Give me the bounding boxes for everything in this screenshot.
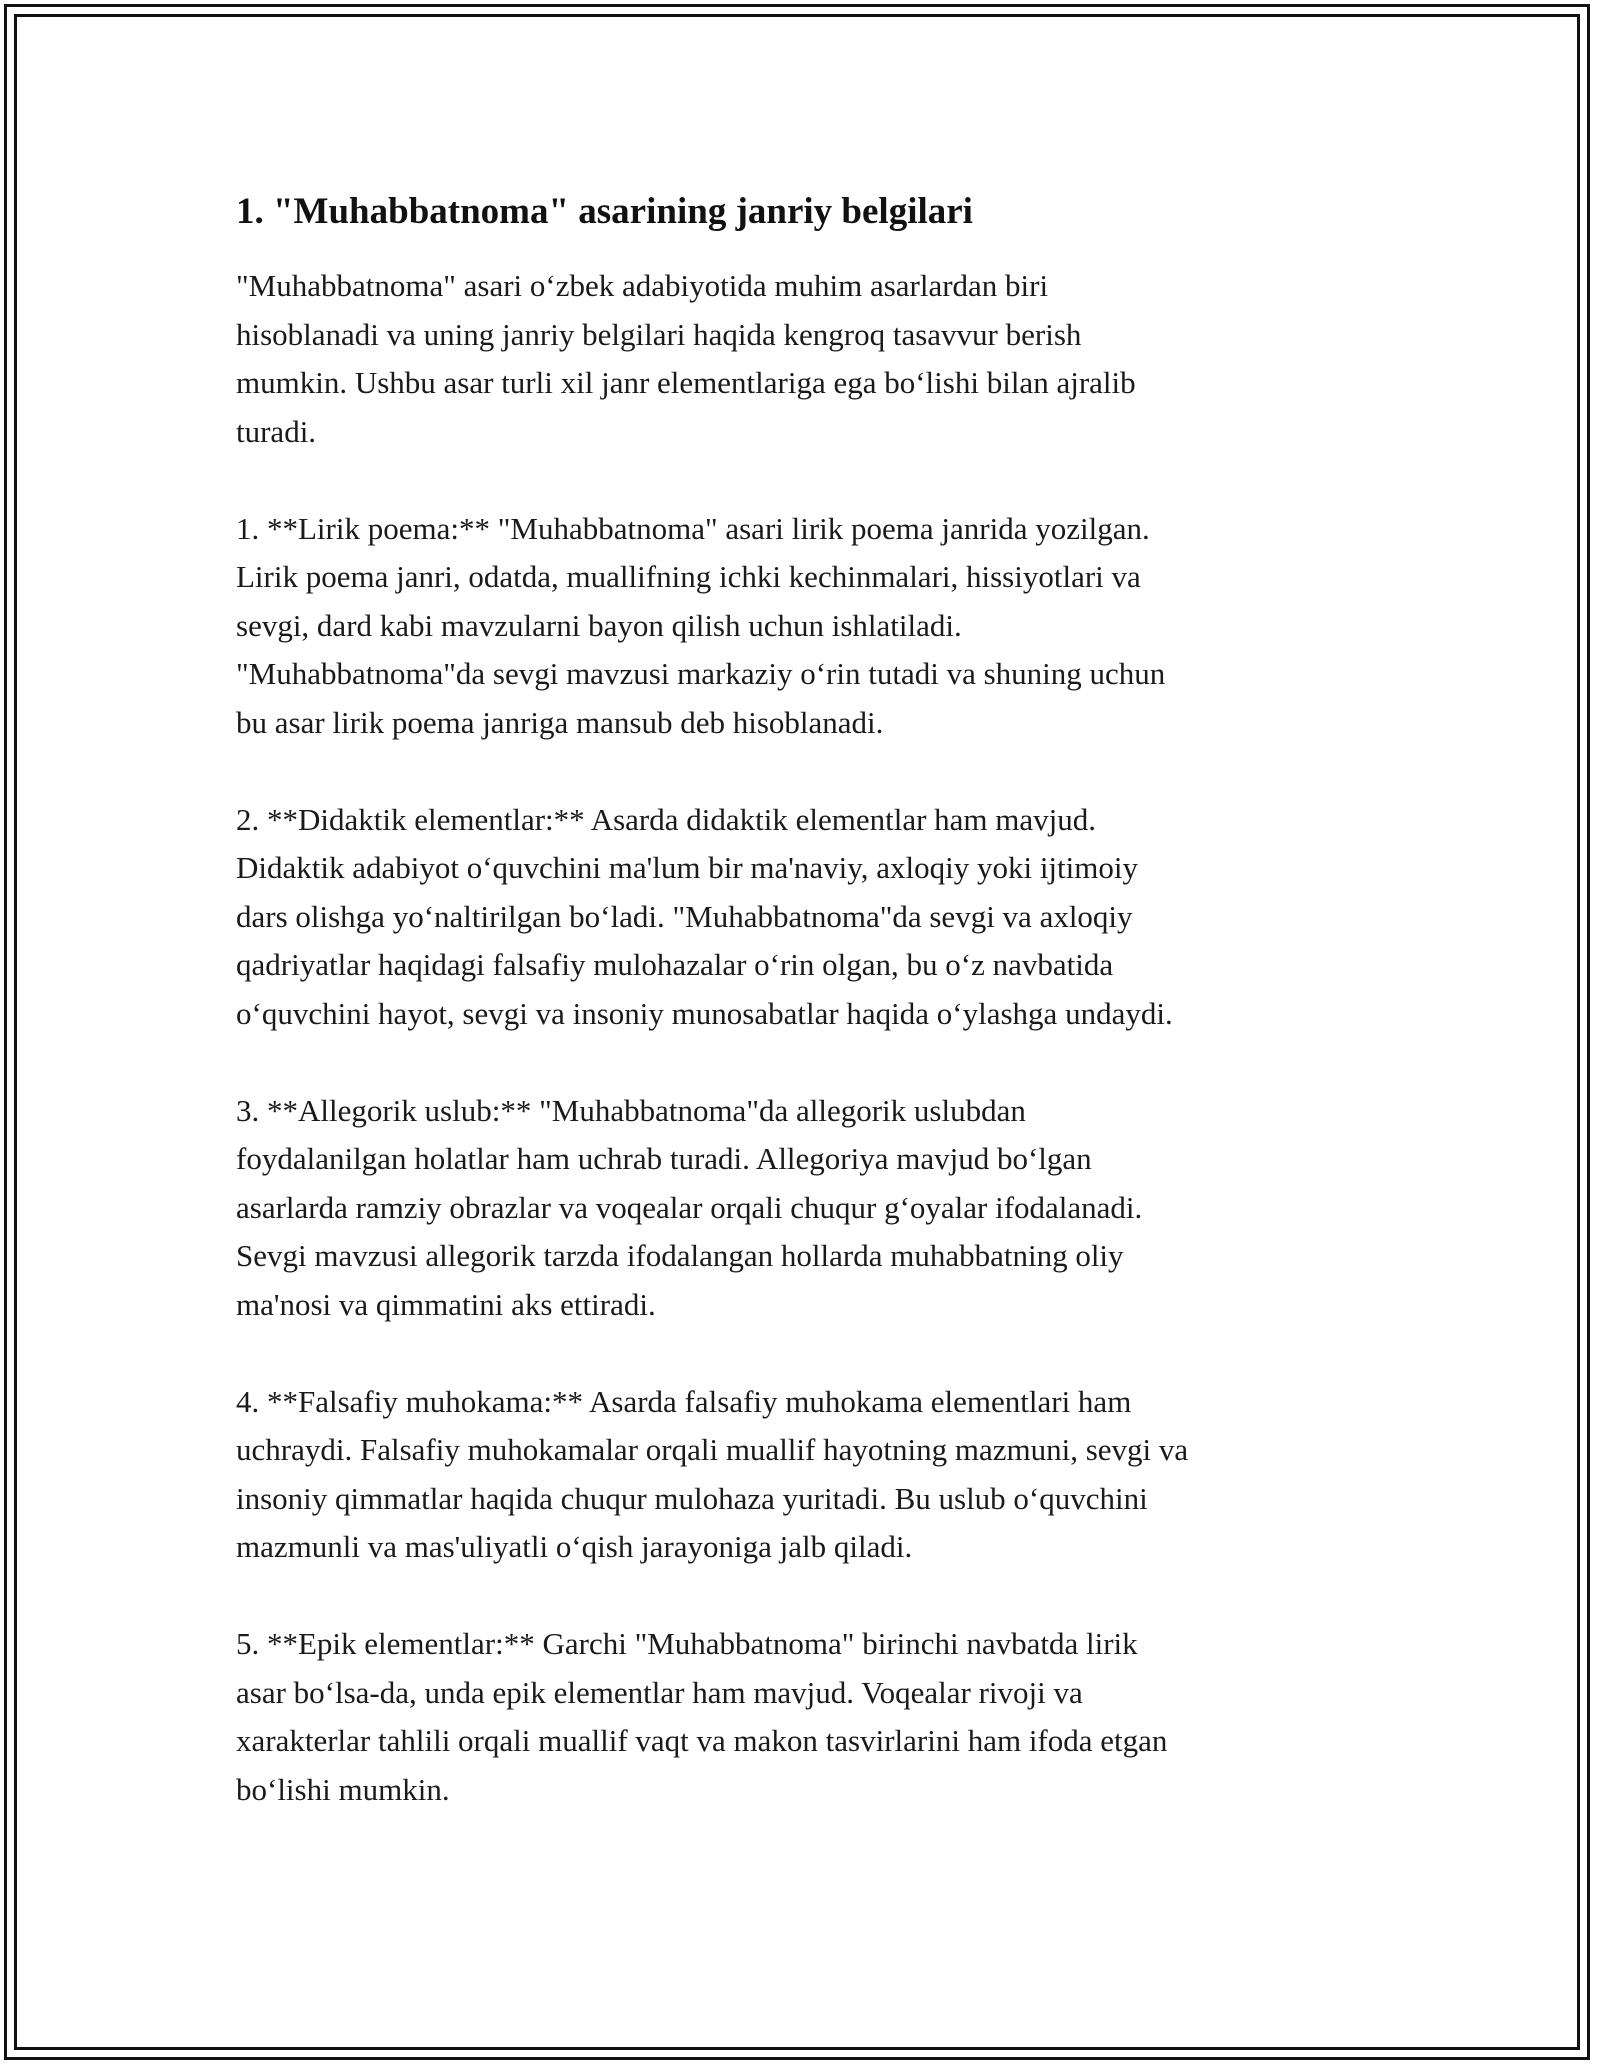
document-body [236,188,1372,1814]
paragraph-falsafiy-muhokama: 4. **Falsafiy muhokama:** Asarda falsafiy muhokama elementlari ham uchraydi. Falsafiy muhokamalar orqali muallif hayotning mazmuni, sevgi va insoniy qimmatlar haqida chuqur mulohaza yuritadi. Bu uslub o‘quvchini mazmunli va mas'uliyatli o‘qish jarayoniga jalb qiladi. [236,1383,1189,1564]
paragraph-epik-elementlar: 5. **Epik elementlar:** Garchi "Muhabbatnoma" birinchi navbatda lirik asar bo‘lsa-da, unda epik elementlar ham mavjud. Voqealar rivoji va xarakterlar tahlili orqali muallif vaqt va makon tasvirlarini ham ifoda etgan bo‘lishi mumkin. [236,1626,1168,1807]
paragraph-lirik-poema: 1. **Lirik poema:** "Muhabbatnoma" asari lirik poema janrida yozilgan. Lirik poema janri, odatda, muallifning ichki kechinmalari, hissiyotlari va sevgi, dard kabi mavzularni bayon qilish uchun ishlatiladi. "Muhabbatnoma"da sevgi mavzusi markaziy o‘rin tutadi va shuning uchun bu asar lirik poema janriga mansub deb hisoblanadi. [236,510,1166,740]
paragraph-allegorik-uslub: 3. **Allegorik uslub:** "Muhabbatnoma"da allegorik uslubdan foydalanilgan holatlar ham uchrab turadi. Allegoriya mavjud bo‘lgan asarlarda ramziy obrazlar va voqealar orqali chuqur g‘oyalar ifodalanadi. Sevgi mavzusi allegorik tarzda ifodalangan hollarda muhabbatning oliy ma'nosi va qimmatini aks ettiradi. [236,1092,1143,1322]
paragraph-didaktik-elementlar: 2. **Didaktik elementlar:** Asarda didaktik elementlar ham mavjud. Didaktik adabiyot o‘quvchini ma'lum bir ma'naviy, axloqiy yoki ijtimoiy dars olishga yo‘naltirilgan bo‘ladi. "Muhabbatnoma"da sevgi va axloqiy qadriyatlar haqidagi falsafiy mulohazalar o‘rin olgan, bu o‘z navbatida o‘quvchini hayot, sevgi va insoniy munosabatlar haqida o‘ylashga undaydi. [236,801,1173,1031]
intro-paragraph: "Muhabbatnoma" asari o‘zbek adabiyotida muhim asarlardan biri hisoblanadi va uning janriy belgilari haqida kengroq tasavvur berish mumkin. Ushbu asar turli xil janr elementlariga ega bo‘lishi bilan ajralib turadi. [236,268,1136,449]
document-title: 1. "Muhabbatnoma" asarining janriy belgilari [236,191,973,232]
